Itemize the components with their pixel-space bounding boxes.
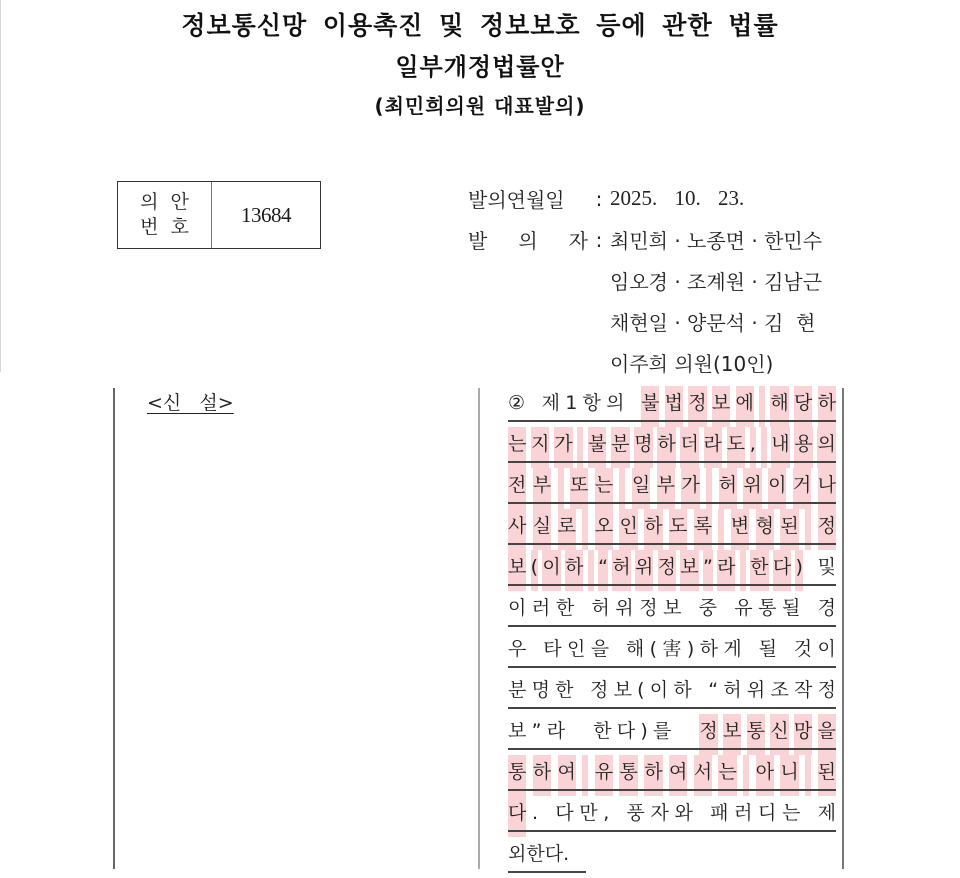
- highlighted-text: 변: [731, 509, 749, 550]
- text: 제: [541, 392, 560, 414]
- underline: [508, 584, 836, 586]
- underline: [508, 543, 836, 545]
- underline: [508, 707, 836, 709]
- highlighted-text: 다: [773, 550, 791, 591]
- highlighted-text: 도: [669, 509, 687, 550]
- bill-number-box: [117, 181, 321, 249]
- highlighted-text: 유: [595, 755, 613, 796]
- table-column-divider: [478, 388, 480, 869]
- bill-metadata: [468, 178, 822, 383]
- text: 자: [650, 802, 669, 824]
- underline: [508, 420, 836, 422]
- amendment-line: [508, 468, 836, 509]
- underline: [508, 666, 836, 668]
- underline: [508, 871, 586, 873]
- text: 와: [674, 802, 693, 824]
- text: 유: [734, 597, 753, 619]
- text: 이: [649, 679, 669, 701]
- highlighted-text: 아: [756, 755, 774, 796]
- text: 될: [782, 597, 801, 619]
- highlighted-text: 용: [794, 427, 812, 468]
- highlighted-text: 는: [595, 468, 613, 509]
- bill-label-line2: 번호: [140, 216, 201, 238]
- highlighted-text: 하: [533, 755, 551, 796]
- amendment-line: [508, 386, 836, 427]
- highlighted-text: 하: [657, 427, 675, 468]
- highlighted-text: ”: [703, 550, 713, 591]
- document-title: 정보통신망 이용촉진 및 정보보호 등에 관한 법률: [181, 11, 779, 40]
- highlighted-text: ,: [750, 427, 756, 468]
- text: “: [708, 679, 719, 701]
- text: ②: [508, 392, 526, 414]
- highlighted-text: “: [598, 550, 608, 591]
- text: ): [686, 638, 695, 660]
- highlighted-text: 이: [542, 550, 560, 591]
- highlighted-text: 나: [818, 468, 836, 509]
- text: 것: [793, 638, 813, 660]
- text: 러: [531, 597, 551, 619]
- text: 및: [817, 556, 836, 578]
- text: 명: [531, 679, 550, 701]
- text: .: [563, 843, 570, 865]
- text: 허: [723, 679, 742, 701]
- underline: [508, 625, 836, 627]
- highlighted-text: 또: [570, 468, 588, 509]
- highlighted-text: 보: [723, 714, 741, 755]
- text: 이: [508, 597, 527, 619]
- colon: :: [595, 186, 603, 211]
- highlighted-text: 에: [736, 386, 754, 427]
- highlighted-text: 여: [669, 755, 687, 796]
- highlighted-text: 보: [680, 550, 698, 591]
- text: 러: [734, 802, 753, 824]
- text: 1: [565, 392, 578, 414]
- table-border-right: [842, 388, 844, 869]
- amendment-line: [508, 591, 836, 632]
- amendment-line: [508, 550, 836, 591]
- highlighted-text: 형: [756, 509, 774, 550]
- text: 작: [794, 679, 813, 701]
- underline: [508, 830, 836, 832]
- highlighted-text: 보: [712, 386, 730, 427]
- highlighted-text: 지: [531, 427, 549, 468]
- highlighted-text: 가: [681, 468, 699, 509]
- highlighted-text: 된: [780, 509, 798, 550]
- text: 조: [770, 679, 789, 701]
- highlighted-text: 위: [635, 550, 653, 591]
- highlighted-text: 을: [818, 714, 836, 755]
- highlighted-text: 불: [641, 386, 659, 427]
- highlighted-text: 인: [619, 509, 637, 550]
- highlighted-text: 록: [694, 509, 712, 550]
- highlighted-text: 보: [508, 550, 526, 591]
- text: ”: [531, 720, 542, 742]
- highlighted-text: ): [795, 550, 802, 591]
- amendment-line: [508, 755, 836, 796]
- text: ,: [603, 802, 610, 824]
- text: 위: [746, 679, 766, 701]
- proposal-date-value: 2025. 10. 23.: [610, 186, 745, 210]
- text: 디: [758, 802, 777, 824]
- highlighted-text: 당: [794, 386, 812, 427]
- highlighted-text: 내: [771, 427, 789, 468]
- highlighted-text: 여: [558, 755, 576, 796]
- amendment-line: [508, 714, 836, 755]
- highlighted-text: 거: [793, 468, 811, 509]
- text: 타: [543, 638, 562, 660]
- text: 다: [616, 720, 636, 742]
- text: 항: [582, 392, 601, 414]
- text: 제: [817, 802, 836, 824]
- text: 한: [526, 843, 545, 865]
- highlighted-text: 하: [644, 755, 662, 796]
- table-border-left: [113, 388, 115, 869]
- text: 분: [508, 679, 527, 701]
- highlighted-text: 통: [619, 755, 637, 796]
- text: 풍: [626, 802, 645, 824]
- highlighted-text: 도: [727, 427, 745, 468]
- text: 보: [663, 597, 682, 619]
- text: 중: [698, 597, 718, 619]
- highlighted-text: 분: [611, 427, 629, 468]
- highlighted-text: 전: [508, 468, 526, 509]
- text: 정: [639, 597, 658, 619]
- text: 외: [508, 843, 527, 865]
- text: 보: [613, 679, 632, 701]
- highlighted-text: 정: [818, 509, 836, 550]
- amendment-text: [508, 386, 836, 878]
- text: 정: [590, 679, 609, 701]
- highlighted-text: 니: [780, 755, 798, 796]
- text: 될: [758, 638, 777, 660]
- highlighted-text: 한: [750, 550, 768, 591]
- highlighted-text: 하: [818, 386, 836, 427]
- highlighted-text: 로: [558, 509, 576, 550]
- highlighted-text: 는: [718, 755, 736, 796]
- amendment-line: [508, 509, 836, 550]
- highlighted-text: 부: [533, 468, 551, 509]
- highlighted-text: 이: [768, 468, 786, 509]
- text: 이: [817, 638, 836, 660]
- text: 한: [555, 679, 574, 701]
- text: 한: [555, 597, 575, 619]
- bill-number-value: 13684: [241, 202, 291, 227]
- highlighted-text: 서: [694, 755, 712, 796]
- proposers-row: [468, 219, 822, 260]
- highlighted-text: 명: [634, 427, 652, 468]
- text: 허: [591, 597, 610, 619]
- text: 의: [606, 392, 625, 414]
- new-provision-label: <신 설>: [147, 392, 234, 414]
- highlighted-text: 신: [770, 714, 788, 755]
- highlighted-text: 는: [508, 427, 526, 468]
- text: 인: [566, 638, 586, 660]
- text: 보: [508, 720, 527, 742]
- proposers-line: 임오경 · 조계원 · 김남근: [610, 270, 823, 294]
- highlighted-text: 정: [699, 714, 717, 755]
- amendment-line: [508, 673, 836, 714]
- highlighted-text: 의: [817, 427, 835, 468]
- highlighted-text: 허: [719, 468, 737, 509]
- bill-number-label: [118, 182, 212, 248]
- underline: [508, 789, 836, 791]
- highlighted-text: 라: [704, 427, 722, 468]
- proposers-line: 최민희 · 노종면 · 한민수: [610, 229, 823, 253]
- text: .: [531, 802, 539, 824]
- highlighted-text: 통: [508, 755, 526, 796]
- proposers-line: 채현일 · 양문석 · 김 현: [610, 311, 816, 335]
- highlighted-text: 오: [595, 509, 613, 550]
- underline: [508, 461, 836, 463]
- highlighted-text: (: [531, 550, 538, 591]
- text: 라: [546, 720, 566, 742]
- highlighted-text: 정: [658, 550, 676, 591]
- highlighted-text: 정: [688, 386, 706, 427]
- proposal-date-label: 발의연월일: [468, 188, 565, 212]
- text: 해: [625, 638, 645, 660]
- text: 하: [673, 679, 692, 701]
- highlighted-text: 일: [632, 468, 650, 509]
- text: 다: [544, 843, 564, 865]
- text: ): [640, 720, 648, 742]
- document-subtitle: 일부개정법률안: [395, 53, 565, 81]
- text: 패: [710, 802, 729, 824]
- highlighted-text: 허: [612, 550, 630, 591]
- text: 게: [723, 638, 742, 660]
- underline: [508, 502, 836, 504]
- bill-label-line1: 의안: [140, 191, 201, 213]
- text: 다: [555, 802, 574, 824]
- highlighted-text: 더: [680, 427, 698, 468]
- text: 害: [662, 638, 682, 660]
- highlighted-text: 위: [743, 468, 761, 509]
- amendment-line: [508, 837, 836, 878]
- highlighted-text: 불: [588, 427, 606, 468]
- text: 를: [653, 720, 672, 742]
- highlighted-text: 라: [717, 550, 735, 591]
- text: 하: [699, 638, 719, 660]
- highlighted-text: 된: [818, 755, 836, 796]
- highlighted-text: 하: [565, 550, 583, 591]
- text: 통: [758, 597, 777, 619]
- text: 는: [782, 802, 801, 824]
- proposers-label: 발 의 자: [468, 229, 588, 253]
- text: (: [649, 638, 658, 660]
- text: 만: [579, 802, 598, 824]
- colon: :: [595, 227, 603, 252]
- amendment-line: [508, 632, 836, 673]
- highlighted-text: 통: [747, 714, 765, 755]
- text: 을: [590, 638, 610, 660]
- text: (: [637, 679, 645, 701]
- highlighted-text: 부: [657, 468, 675, 509]
- underline: [508, 748, 836, 750]
- highlighted-text: 다: [508, 796, 526, 837]
- proposers-line: 이주희 의원(10인): [610, 352, 774, 376]
- highlighted-text: 하: [644, 509, 662, 550]
- text: 정: [817, 679, 836, 701]
- highlighted-text: 해: [770, 386, 788, 427]
- text: 우: [508, 638, 527, 660]
- highlighted-text: 사: [508, 509, 526, 550]
- text: 한: [593, 720, 612, 742]
- highlighted-text: 가: [554, 427, 572, 468]
- amendment-line: [508, 427, 836, 468]
- highlighted-text: 망: [794, 714, 812, 755]
- text: 경: [817, 597, 836, 619]
- text: 위: [615, 597, 634, 619]
- highlighted-text: 법: [665, 386, 683, 427]
- amendment-line: [508, 796, 836, 837]
- proposal-date-row: [468, 178, 822, 219]
- highlighted-text: 실: [533, 509, 551, 550]
- document-sponsor: (최민희의원 대표발의): [374, 94, 586, 118]
